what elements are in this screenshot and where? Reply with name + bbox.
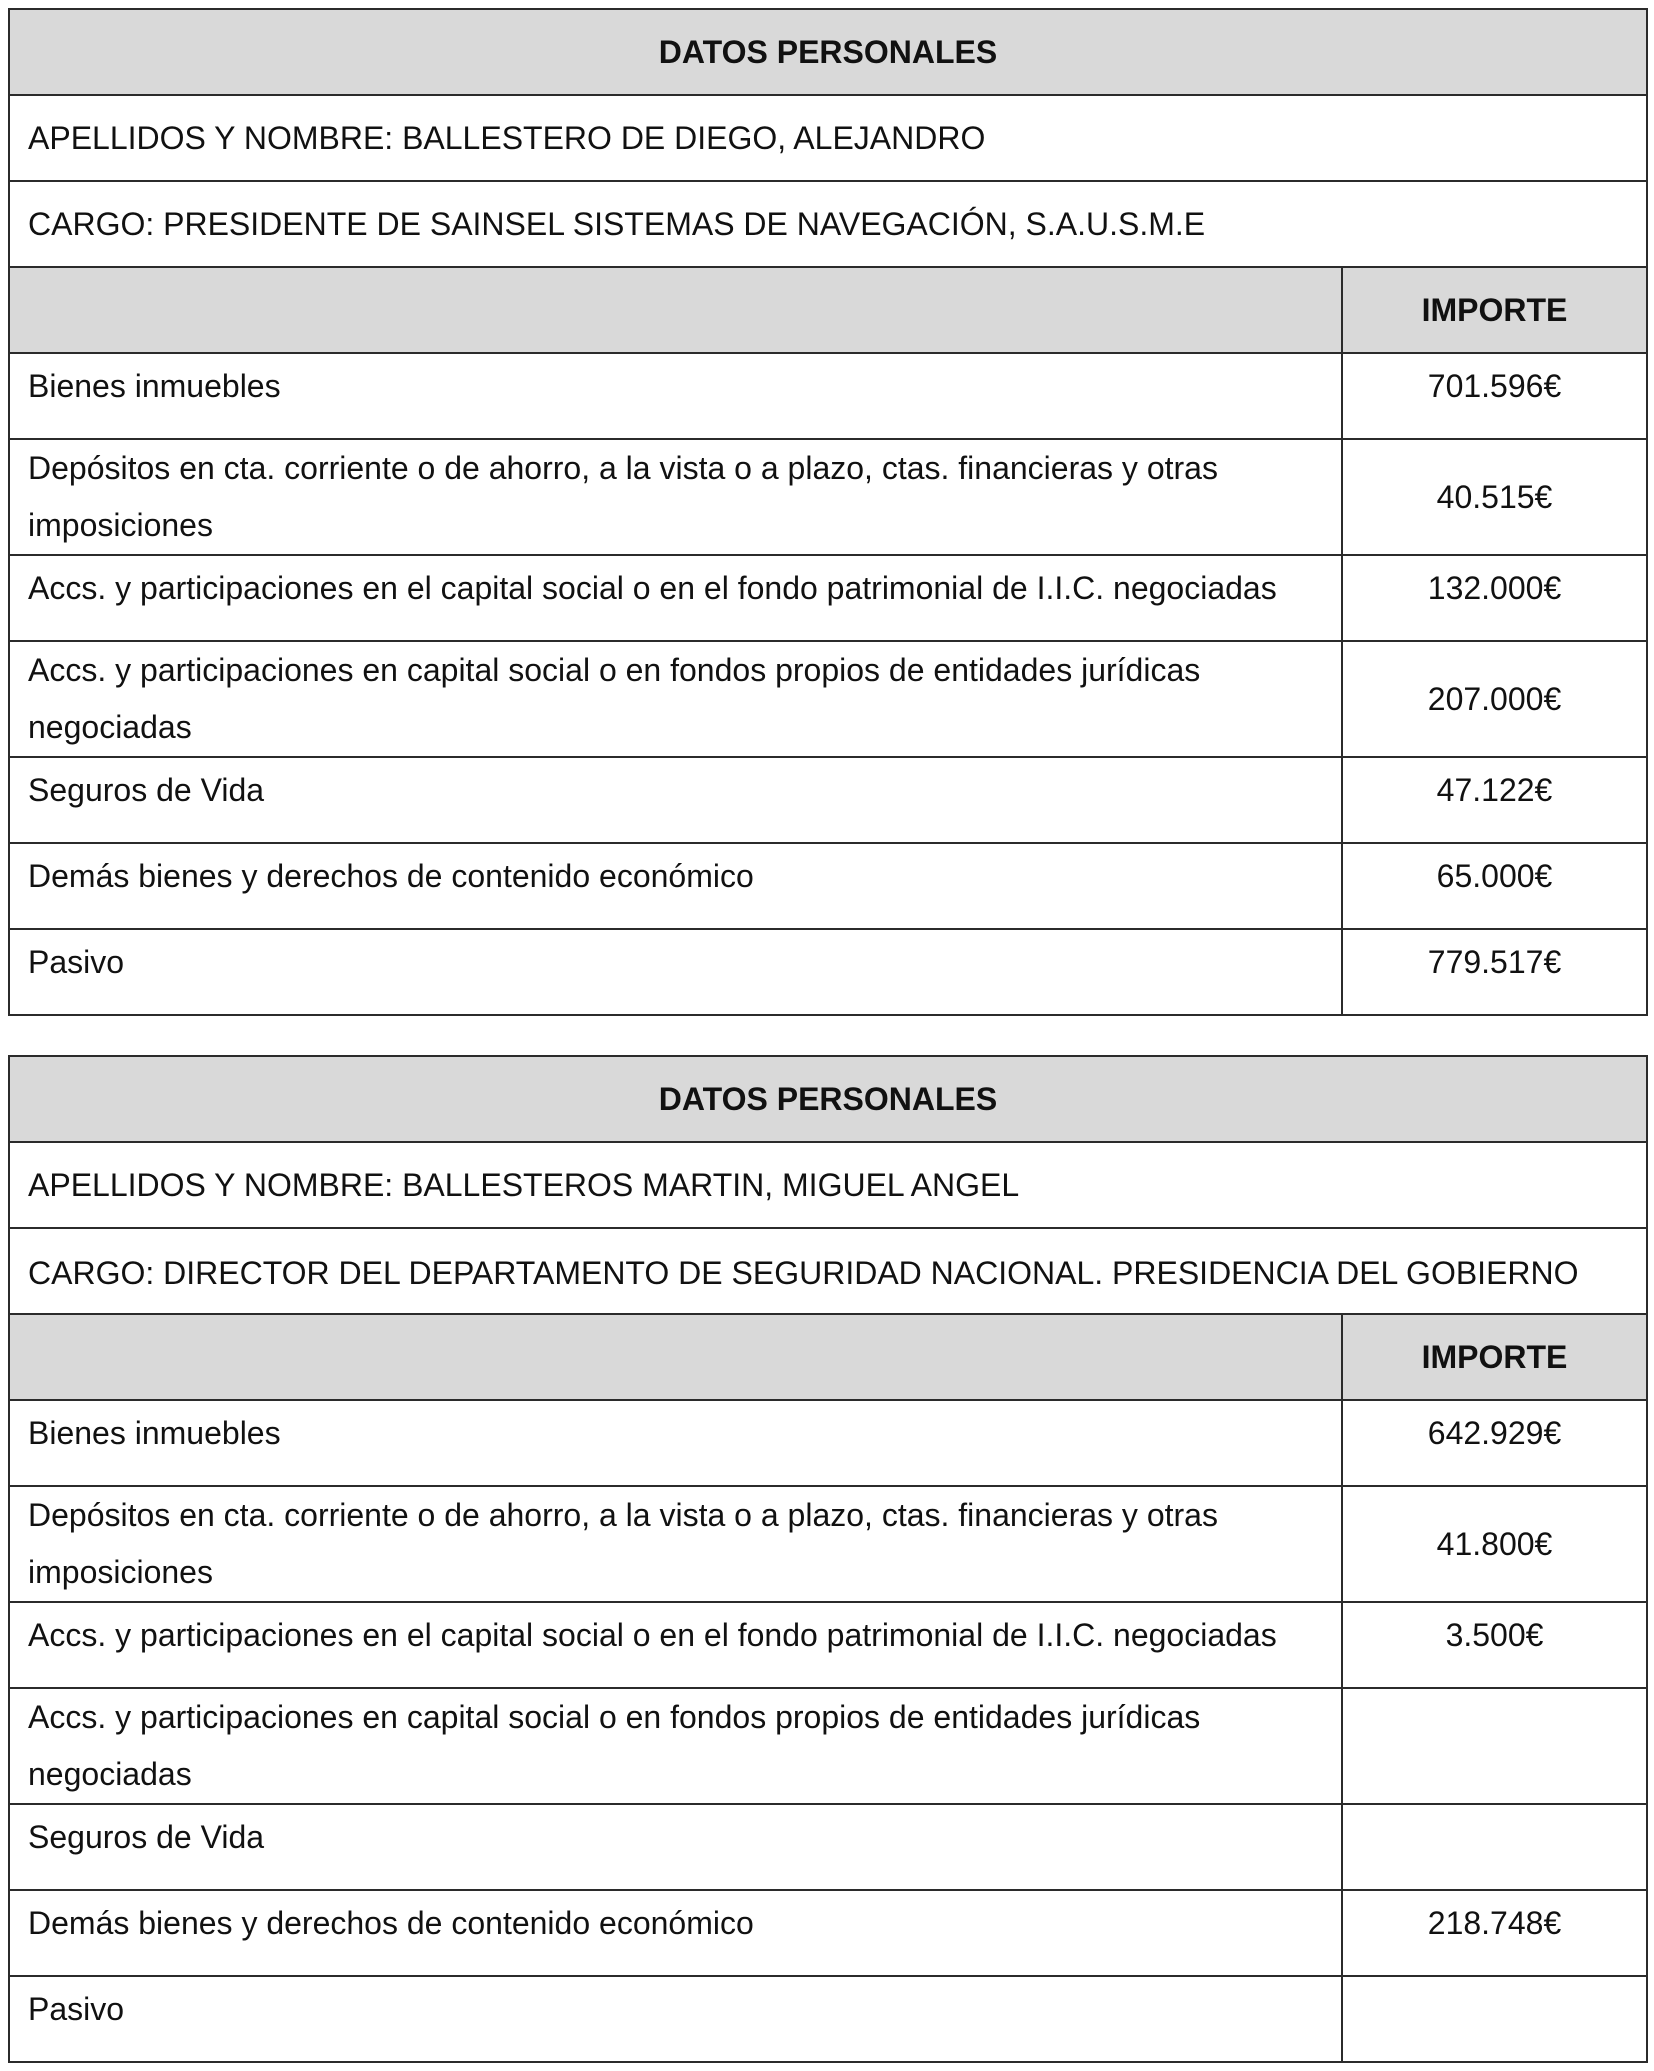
item-amount: 41.800€: [1342, 1486, 1647, 1602]
item-concept: Bienes inmuebles: [9, 353, 1342, 439]
item-amount: 779.517€: [1342, 929, 1647, 1015]
amount-header: IMPORTE: [1342, 1314, 1647, 1400]
asset-declaration-table: [8, 1055, 1648, 2063]
table-row: [9, 1400, 1647, 1486]
item-amount: [1342, 1804, 1647, 1890]
item-amount: 3.500€: [1342, 1602, 1647, 1688]
item-amount: 642.929€: [1342, 1400, 1647, 1486]
item-concept: Depósitos en cta. corriente o de ahorro, a la vista o a plazo, ctas. financieras y otras imposiciones: [9, 1486, 1342, 1602]
item-concept: Demás bienes y derechos de contenido económico: [9, 843, 1342, 929]
item-concept: Depósitos en cta. corriente o de ahorro, a la vista o a plazo, ctas. financieras y otras imposiciones: [9, 439, 1342, 555]
name-row: [9, 1142, 1647, 1228]
table-row: [9, 757, 1647, 843]
asset-declaration-table: [8, 8, 1648, 1016]
item-amount: [1342, 1976, 1647, 2062]
item-concept: Accs. y participaciones en capital social o en fondos propios de entidades jurídicas negociadas: [9, 1688, 1342, 1804]
item-concept: Accs. y participaciones en el capital social o en el fondo patrimonial de I.I.C. negociadas: [9, 1602, 1342, 1688]
amount-header-row: [9, 267, 1647, 353]
table-row: [9, 641, 1647, 757]
item-concept: Pasivo: [9, 929, 1342, 1015]
table-row: [9, 439, 1647, 555]
table-row: [9, 1688, 1647, 1804]
amount-header: IMPORTE: [1342, 267, 1647, 353]
item-concept: Seguros de Vida: [9, 1804, 1342, 1890]
position-row: [9, 1228, 1647, 1314]
position-line: CARGO: PRESIDENTE DE SAINSEL SISTEMAS DE NAVEGACIÓN, S.A.U.S.M.E: [9, 181, 1647, 267]
name-row: [9, 95, 1647, 181]
item-concept: Seguros de Vida: [9, 757, 1342, 843]
item-amount: 218.748€: [1342, 1890, 1647, 1976]
blank-header-cell: [9, 1314, 1342, 1400]
item-amount: 132.000€: [1342, 555, 1647, 641]
table-row: [9, 1804, 1647, 1890]
item-amount: 40.515€: [1342, 439, 1647, 555]
position-row: [9, 181, 1647, 267]
table-row: [9, 843, 1647, 929]
section-header-row: [9, 1056, 1647, 1142]
item-concept: Demás bienes y derechos de contenido económico: [9, 1890, 1342, 1976]
blank-header-cell: [9, 267, 1342, 353]
position-line: CARGO: DIRECTOR DEL DEPARTAMENTO DE SEGURIDAD NACIONAL. PRESIDENCIA DEL GOBIERNO: [9, 1228, 1647, 1314]
table-row: [9, 353, 1647, 439]
item-amount: [1342, 1688, 1647, 1804]
item-concept: Pasivo: [9, 1976, 1342, 2062]
item-amount: 47.122€: [1342, 757, 1647, 843]
item-amount: 701.596€: [1342, 353, 1647, 439]
table-row: [9, 1890, 1647, 1976]
amount-header-row: [9, 1314, 1647, 1400]
table-row: [9, 1486, 1647, 1602]
item-concept: Accs. y participaciones en capital social o en fondos propios de entidades jurídicas negociadas: [9, 641, 1342, 757]
section-title: DATOS PERSONALES: [9, 1056, 1647, 1142]
item-amount: 207.000€: [1342, 641, 1647, 757]
section-header-row: [9, 9, 1647, 95]
name-line: APELLIDOS Y NOMBRE: BALLESTERO DE DIEGO, ALEJANDRO: [9, 95, 1647, 181]
table-row: [9, 929, 1647, 1015]
name-line: APELLIDOS Y NOMBRE: BALLESTEROS MARTIN, MIGUEL ANGEL: [9, 1142, 1647, 1228]
item-amount: 65.000€: [1342, 843, 1647, 929]
table-row: [9, 555, 1647, 641]
item-concept: Bienes inmuebles: [9, 1400, 1342, 1486]
item-concept: Accs. y participaciones en el capital social o en el fondo patrimonial de I.I.C. negociadas: [9, 555, 1342, 641]
section-title: DATOS PERSONALES: [9, 9, 1647, 95]
table-row: [9, 1976, 1647, 2062]
table-row: [9, 1602, 1647, 1688]
